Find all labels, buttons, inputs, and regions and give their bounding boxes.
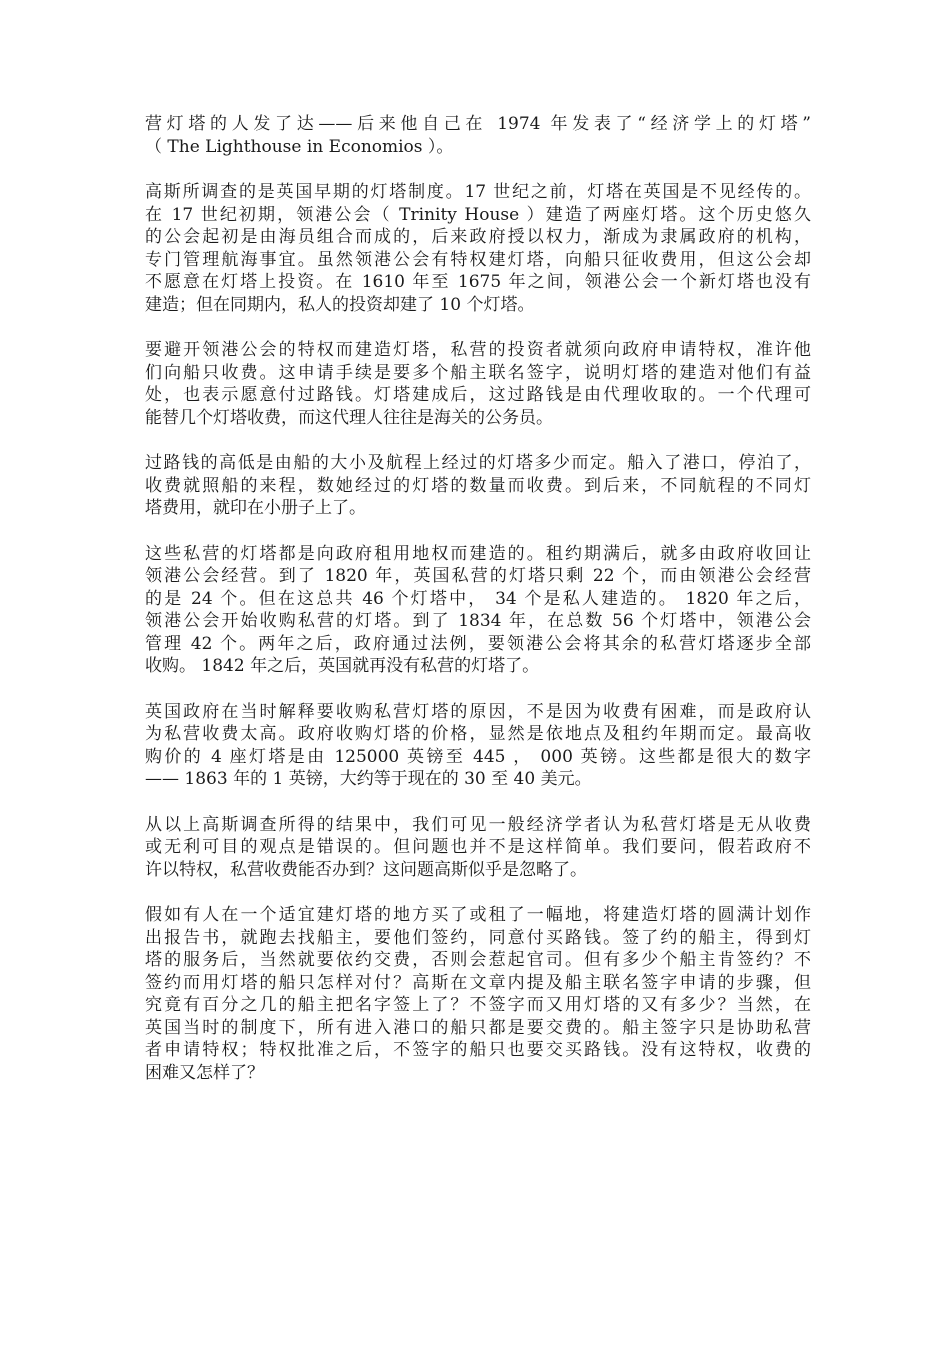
paragraph-6	[145, 701, 811, 791]
text-line: 英国当时的制度下，所有进入港口的船只都是要交费的。船主签字只是协助私营	[145, 1017, 811, 1038]
text-line: 收费就照船的来程，数她经过的灯塔的数量而收费。到后来，不同航程的不同灯	[145, 475, 811, 496]
text-line: 者申请特权；特权批准之后，不签字的船只也要交买路钱。没有这特权，收费的	[145, 1040, 811, 1060]
text-line: 过路钱的高低是由船的大小及航程上经过的灯塔多少而定。船入了港口，停泊了，	[145, 453, 811, 473]
text-line: 能替几个灯塔收费，而这代理人往往是海关的公务员。	[145, 407, 553, 428]
text-line: （ The Lighthouse in Economios ）。	[145, 136, 454, 157]
text-line: 为私营收费太高。政府收购灯塔的价格，显然是依地点及租约年期而定。最高收	[145, 724, 811, 744]
text-line: 购价的 4 座灯塔是由 125000 英镑至 445 ， 000 英镑。这些都是很大的数字	[145, 746, 811, 767]
paragraph-7	[145, 814, 811, 882]
text-line: 英国政府在当时解释要收购私营灯塔的原因，不是因为收费有困难，而是政府认	[145, 701, 811, 722]
paragraph-5	[145, 543, 811, 678]
text-line: 签约而用灯塔的船只怎样对付？高斯在文章内提及船主联名签字申请的步骤，但	[145, 972, 811, 993]
paragraph-8	[145, 904, 811, 1084]
text-line: 塔的服务后，当然就要依约交费，否则会惹起官司。但有多少个船主肯签约？不	[145, 950, 811, 970]
text-line: 要避开领港公会的特权而建造灯塔，私营的投资者就须向政府申请特权，准许他	[145, 340, 811, 360]
paragraph-1	[145, 113, 811, 158]
paragraph-3	[145, 339, 811, 429]
paragraph-2	[145, 181, 811, 316]
text-line: 不愿意在灯塔上投资。在 1610 年至 1675 年之间，领港公会一个新灯塔也没有	[145, 272, 811, 292]
text-line: 领港公会开始收购私营的灯塔。到了 1834 年，在总数 56 个灯塔中，领港公会	[145, 611, 811, 631]
text-line: 们向船只收费。这申请手续是要多个船主联名签字，说明灯塔的建造对他们有益	[145, 362, 811, 383]
paragraph-4	[145, 452, 811, 520]
document-page	[145, 113, 811, 1107]
text-line: 管理 42 个。两年之后，政府通过法例，要领港公会将其余的私营灯塔逐步全部	[145, 633, 811, 654]
text-line: 营灯塔的人发了达——后来他自己在 1974 年发表了“经济学上的灯塔”	[145, 114, 811, 134]
text-line: 的公会起初是由海员组合而成的，后来政府授以权力，渐成为隶属政府的机构，	[145, 227, 811, 247]
text-line: 建造；但在同期内，私人的投资却建了 10 个灯塔。	[145, 294, 535, 315]
text-line: 许以特权，私营收费能否办到？这问题高斯似乎是忽略了。	[145, 859, 587, 880]
text-line: 假如有人在一个适宜建灯塔的地方买了或租了一幅地，将建造灯塔的圆满计划作	[145, 905, 811, 925]
text-line: 高斯所调查的是英国早期的灯塔制度。17 世纪之前，灯塔在英国是不见经传的。	[145, 182, 811, 202]
text-line: 塔费用，就印在小册子上了。	[145, 498, 366, 518]
text-line: 困难又怎样了？	[145, 1062, 264, 1083]
text-line: 专门管理航海事宜。虽然领港公会有特权建灯塔，向船只征收费用，但这公会却	[145, 249, 811, 270]
text-line: 收购。 1842 年之后，英国就再没有私营的灯塔了。	[145, 656, 540, 676]
text-line: 处，也表示愿意付过路钱。灯塔建成后，这过路钱是由代理收取的。一个代理可	[145, 385, 811, 405]
text-line: 出报告书，就跑去找船主，要他们签约，同意付买路钱。签了约的船主，得到灯	[145, 927, 811, 948]
text-line: 这些私营的灯塔都是向政府租用地权而建造的。租约期满后，就多由政府收回让	[145, 543, 811, 564]
text-line: —— 1863 年的 1 英镑，大约等于现在的 30 至 40 美元。	[145, 769, 592, 789]
text-line: 或无利可目的观点是错误的。但问题也并不是这样简单。我们要问，假若政府不	[145, 837, 811, 857]
text-line: 在 17 世纪初期，领港公会（ Trinity House ）建造了两座灯塔。这个历史悠久	[145, 204, 811, 225]
text-line: 领港公会经营。到了 1820 年，英国私营的灯塔只剩 22 个，而由领港公会经营	[145, 566, 811, 586]
text-line: 究竟有百分之几的船主把名字签上了？不签字而又用灯塔的又有多少？当然，在	[145, 995, 811, 1015]
text-line: 的是 24 个。但在这总共 46 个灯塔中， 34 个是私人建造的。 1820 年之后，	[145, 588, 811, 609]
text-line: 从以上高斯调查所得的结果中，我们可见一般经济学者认为私营灯塔是无从收费	[145, 814, 811, 835]
